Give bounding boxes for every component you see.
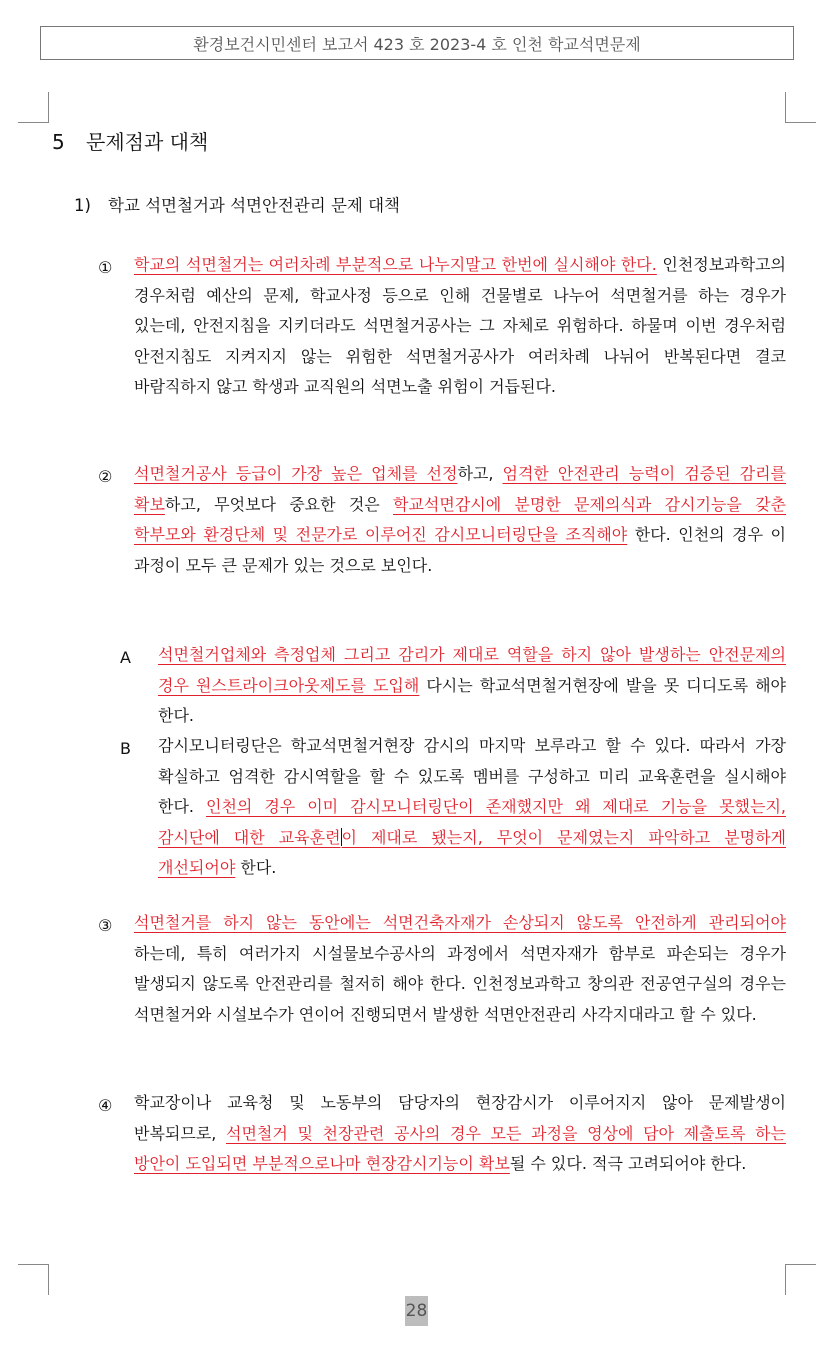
highlighted-text: 석면철거공사 등급이 가장 높은 업체를 선정 <box>134 464 458 483</box>
highlighted-text: 이 제대로 됐는지, 무엇이 문제였는지 파악하고 분명하게 개선되어야 <box>158 827 787 878</box>
crop-mark-bottom-right <box>785 1264 816 1295</box>
highlighted-text: 엄격한 안전관리 능력이 검증된 감리를 확보 <box>134 464 786 514</box>
highlighted-text: 석면철거를 하지 않는 동안에는 석면건축자재가 손상되지 않도록 안전하게 관리되어야 <box>134 913 786 932</box>
section-title: 문제점과 대책 <box>86 130 209 154</box>
item-marker: ③ <box>98 916 113 935</box>
highlighted-text: 학교석면감시에 분명한 문제의식과 감시기능을 갖춘 학부모와 환경단체 및 전문가로 이루어진 감시모니터링단을 조직해야 <box>134 494 786 545</box>
body-text: 다시는 학교석면철거현장에 발을 못 디디도록 해야 한다. <box>158 675 786 726</box>
section-heading <box>52 126 208 155</box>
highlighted-text: 석면철거업체와 측정업체 그리고 감리가 제대로 역할을 하지 않아 발생하는 안전문제의 경우 원스트라이크아웃제도를 도입해 <box>158 645 786 695</box>
body-text: 될 수 있다. 적극 고려되어야 한다. <box>509 1154 747 1174</box>
highlighted-text: 인천의 경우 이미 감시모니터링단이 존재했지만 왜 제대로 기능을 못했는지, 감시단에 대한 교육훈련 <box>158 797 786 847</box>
page-number: 28 <box>405 1296 428 1326</box>
paragraph-item-4 <box>134 1088 786 1180</box>
paragraph-item-a <box>158 640 786 732</box>
section-number: 5 <box>52 130 65 154</box>
subsection-heading <box>74 192 400 216</box>
item-marker: ④ <box>98 1096 113 1115</box>
subsection-number: 1) <box>74 196 91 215</box>
paragraph-item-3 <box>134 908 786 1030</box>
item-marker: ② <box>98 467 113 486</box>
item-marker: B <box>120 739 131 758</box>
body-text: 인천정보과학고의 경우처럼 예산의 문제, 학교사정 등으로 인해 건물별로 나누어 석면철거를 하는 경우가 있는데, 안전지침을 지키더라도 석면철거공사는 그 자체로 위험하다. 하물며 이번 경우처럼 안전지침도 지켜지지 않는 위험한 석면철거공사가 여러차례 나뉘어 반복된다면 결코 바람직하지 않고 학생과 교직원의 석면노출 위험이 거듭된다. <box>134 255 787 397</box>
paragraph-item-2 <box>134 459 786 581</box>
body-text: 하고, 무엇보다 중요한 것은 <box>164 494 393 514</box>
body-text: 하는데, 특히 여러가지 시설물보수공사의 과정에서 석면자재가 함부로 파손되는 경우가 발생되지 않도록 안전관리를 철저히 해야 한다. 인천정보과학고 창의관 전공연구실의 경우는 석면철거와 시설보수가 연이어 진행되면서 발생한 석면안전관리 사각지대라고 할 수 있다. <box>134 943 786 1024</box>
body-text: 하고, <box>457 464 503 483</box>
body-text: 한다. <box>235 858 277 878</box>
item-marker: A <box>120 648 131 667</box>
report-header: 환경보건시민센터 보고서 423 호 2023-4 호 인천 학교석면문제 <box>40 26 794 60</box>
paragraph-item-b <box>158 731 786 884</box>
crop-mark-top-left <box>18 92 49 123</box>
subsection-title: 학교 석면철거과 석면안전관리 문제 대책 <box>108 196 400 215</box>
body-text: 감시모니터링단은 학교석면철거현장 감시의 마지막 보루라고 할 수 있다. 따라서 가장 확실하고 엄격한 감시역할을 할 수 있도록 멤버를 구성하고 미리 교육훈련을 실시해야 한다. <box>158 736 786 817</box>
highlighted-text: 석면철거 및 천장관련 공사의 경우 모든 과정을 영상에 담아 제출토록 하는 방안이 도입되면 부분적으로나마 현장감시기능이 확보 <box>134 1123 786 1174</box>
item-marker: ① <box>98 258 113 277</box>
body-text: 학교장이나 교육청 및 노동부의 담당자의 현장감시가 이루어지지 않아 문제발생이 반복되므로, <box>134 1093 786 1143</box>
paragraph-item-1 <box>134 250 786 403</box>
body-text: 한다. 인천의 경우 이 과정이 모두 큰 문제가 있는 것으로 보인다. <box>134 525 786 575</box>
crop-mark-bottom-left <box>18 1264 49 1295</box>
crop-mark-top-right <box>785 92 816 123</box>
highlighted-text: 학교의 석면철거는 여러차례 부분적으로 나누지말고 한번에 실시해야 한다. <box>134 255 657 274</box>
